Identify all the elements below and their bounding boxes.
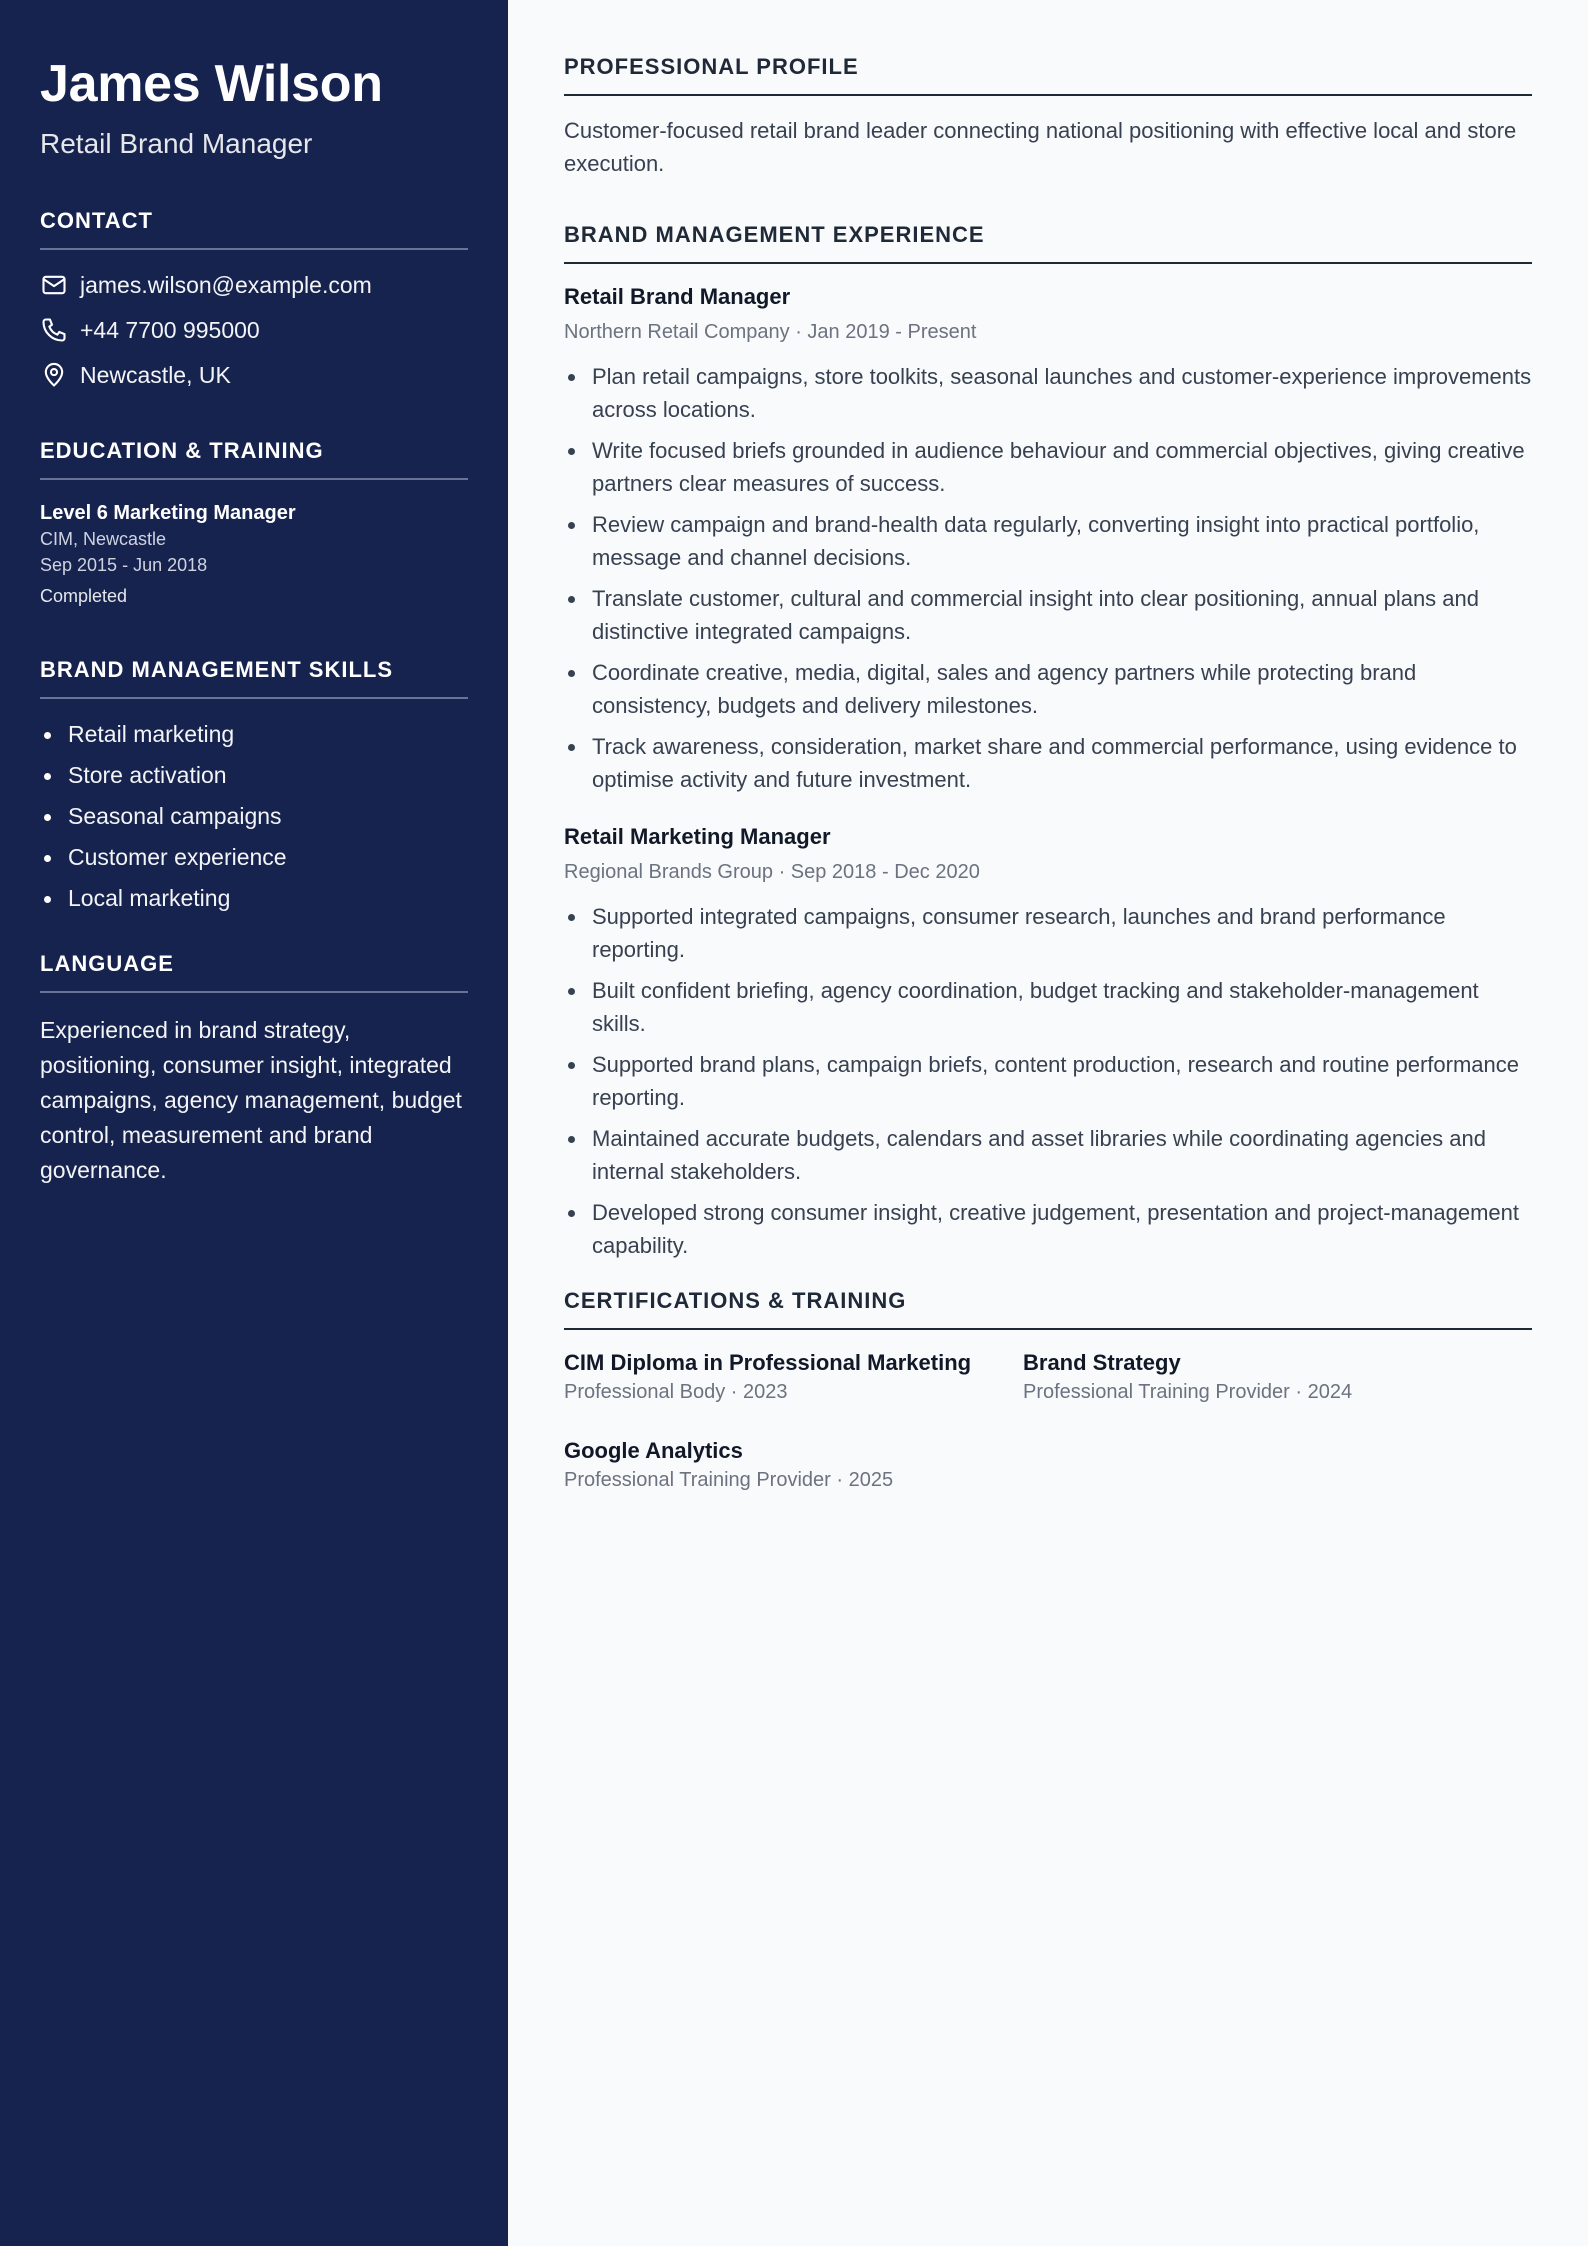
contact-section — [40, 208, 468, 390]
sidebar — [0, 0, 508, 2246]
job-bullet: Supported integrated campaigns, consumer research, launches and brand performance reporting. — [564, 900, 1532, 966]
profile-section — [564, 54, 1532, 180]
phone-text: +44 7700 995000 — [80, 317, 260, 343]
job-bullet: Review campaign and brand-health data regularly, converting insight into practical portfolio, message and channel decisions. — [564, 508, 1532, 574]
job-bullet: Plan retail campaigns, store toolkits, seasonal launches and customer-experience improvements across locations. — [564, 360, 1532, 426]
mail-icon — [40, 271, 68, 299]
skills-section — [40, 657, 468, 913]
certification-item — [1023, 1348, 1482, 1406]
job-bullet: Coordinate creative, media, digital, sales and agency partners while protecting brand consistency, budgets and delivery milestones. — [564, 656, 1532, 722]
job-meta: Regional Brands Group · Sep 2018 - Dec 2020 — [564, 861, 980, 883]
certifications-section — [564, 1288, 1532, 1494]
education-heading: EDUCATION & TRAINING — [40, 438, 468, 480]
profile-heading: PROFESSIONAL PROFILE — [564, 54, 1532, 96]
job-bullet: Track awareness, consideration, market share and commercial performance, using evidence to optimise activity and future investment. — [564, 730, 1532, 796]
location-pin-icon — [40, 361, 68, 389]
main-content — [564, 54, 1532, 1494]
job-bullets — [564, 900, 1532, 1262]
job-bullet: Built confident briefing, agency coordination, budget tracking and stakeholder-management skills. — [564, 974, 1532, 1040]
candidate-name: James Wilson — [40, 55, 383, 113]
language-heading: LANGUAGE — [40, 951, 468, 993]
certification-meta: Professional Training Provider · 2024 — [1023, 1381, 1353, 1403]
job-bullet: Supported brand plans, campaign briefs, content production, research and routine performance reporting. — [564, 1048, 1532, 1114]
skill-item: Customer experience — [40, 842, 468, 872]
skill-item: Retail marketing — [40, 719, 468, 749]
phone-icon — [40, 316, 68, 344]
email-text: james.wilson@example.com — [80, 272, 372, 298]
job-bullet: Maintained accurate budgets, calendars and asset libraries while coordinating agencies and internal stakeholders. — [564, 1122, 1532, 1188]
certification-name: CIM Diploma in Professional Marketing — [564, 1350, 972, 1375]
skills-heading: BRAND MANAGEMENT SKILLS — [40, 657, 468, 699]
location-text: Newcastle, UK — [80, 362, 231, 388]
contact-phone[interactable] — [40, 315, 468, 345]
contact-location — [40, 360, 468, 390]
certification-name: Brand Strategy — [1023, 1350, 1181, 1375]
job-bullet: Developed strong consumer insight, creative judgement, presentation and project-management capability. — [564, 1196, 1532, 1262]
skill-item: Seasonal campaigns — [40, 801, 468, 831]
contact-heading: CONTACT — [40, 208, 468, 250]
certifications-heading: CERTIFICATIONS & TRAINING — [564, 1288, 1532, 1330]
certifications-grid — [564, 1348, 1532, 1494]
job-entry — [564, 822, 1532, 1262]
skill-item: Local marketing — [40, 883, 468, 913]
education-title: Level 6 Marketing Manager — [40, 502, 296, 524]
job-bullet: Write focused briefs grounded in audience behaviour and commercial objectives, giving creative partners clear measures of success. — [564, 434, 1532, 500]
certification-item — [564, 1436, 1023, 1494]
job-entry — [564, 282, 1532, 796]
job-title: Retail Brand Manager — [564, 284, 791, 309]
certification-meta: Professional Training Provider · 2025 — [564, 1469, 894, 1491]
education-status: Completed — [40, 586, 128, 606]
education-dates: Sep 2015 - Jun 2018 — [40, 555, 208, 575]
experience-heading: BRAND MANAGEMENT EXPERIENCE — [564, 222, 1532, 264]
job-bullets — [564, 360, 1532, 796]
education-section — [40, 438, 468, 609]
language-section — [40, 951, 468, 1188]
experience-section — [564, 222, 1532, 1262]
job-title: Retail Marketing Manager — [564, 824, 831, 849]
candidate-title: Retail Brand Manager — [40, 128, 313, 159]
language-text: Experienced in brand strategy, positioning, consumer insight, integrated campaigns, agency management, budget control, measurement and brand governance. — [40, 1017, 462, 1183]
job-bullet: Translate customer, cultural and commercial insight into clear positioning, annual plans and distinctive integrated campaigns. — [564, 582, 1532, 648]
skill-item: Store activation — [40, 760, 468, 790]
contact-email[interactable] — [40, 270, 468, 300]
certification-item — [564, 1348, 1023, 1406]
skills-list — [40, 719, 468, 913]
education-institution: CIM, Newcastle — [40, 529, 167, 549]
certification-meta: Professional Body · 2023 — [564, 1381, 788, 1403]
job-meta: Northern Retail Company · Jan 2019 - Present — [564, 321, 977, 343]
certification-name: Google Analytics — [564, 1438, 743, 1463]
profile-text: Customer-focused retail brand leader connecting national positioning with effective local and store execution. — [564, 118, 1517, 176]
